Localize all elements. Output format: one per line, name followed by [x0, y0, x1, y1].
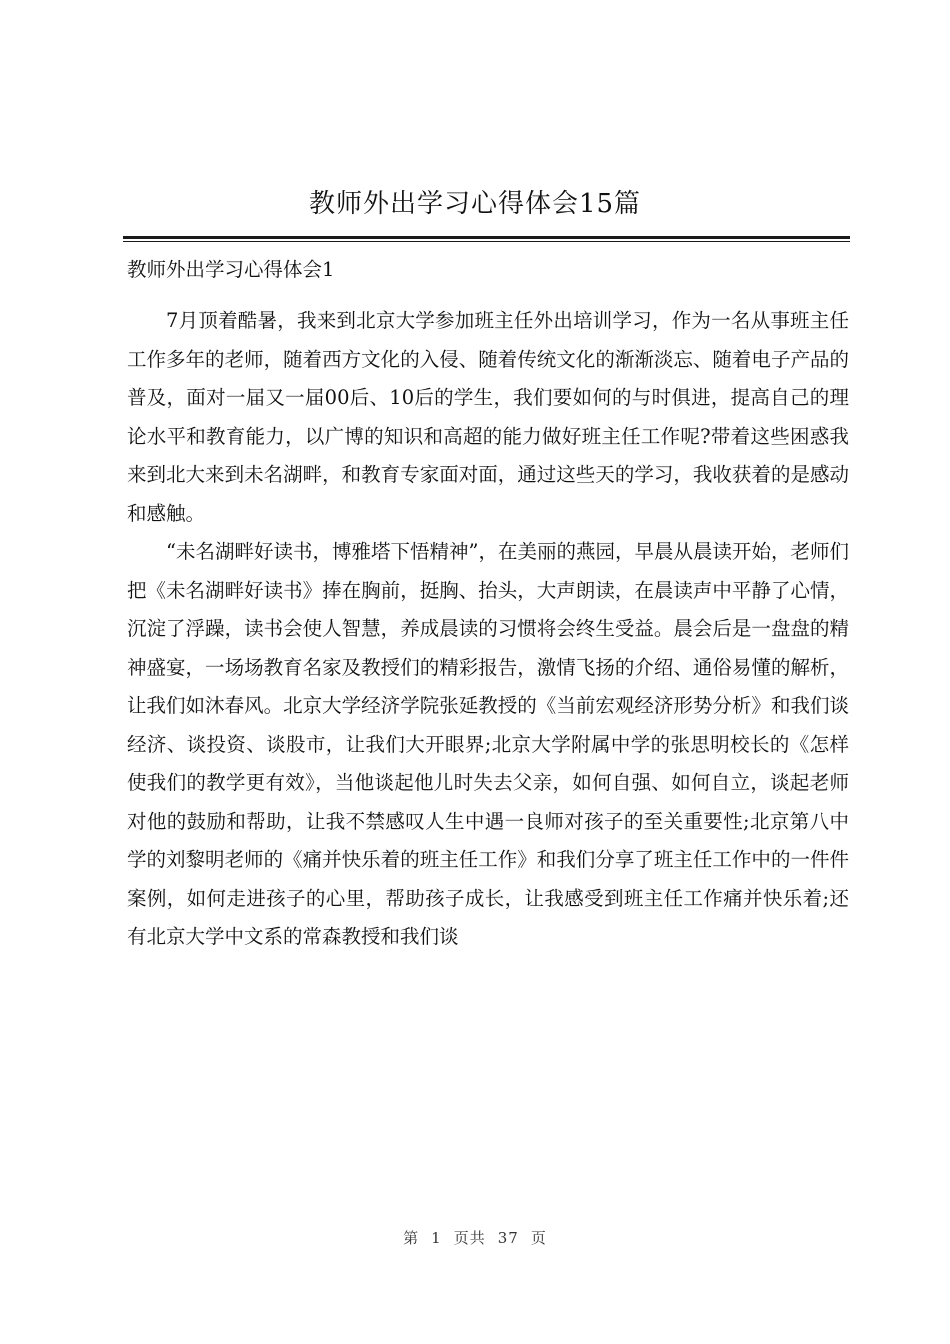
footer-suffix: 页: [530, 1229, 547, 1247]
footer-prefix: 第: [403, 1229, 420, 1247]
title-rule-thin: [123, 241, 850, 242]
body-text: [127, 302, 849, 957]
footer-current-page: 1: [431, 1229, 442, 1247]
paragraph-2: “未名湖畔好读书，博雅塔下悟精神”，在美丽的燕园，早晨从晨读开始，老师们把《未名湖畔好读书》捧在胸前，挺胸、抬头，大声朗读，在晨读声中平静了心情，沉淀了浮躁，读书会使人智慧，养成晨读的习惯将会终生受益。晨会后是一盘盘的精神盛宴，一场场教育名家及教授们的精彩报告，激情飞扬的介绍、通俗易懂的解析，让我们如沐春风。北京大学经济学院张延教授的《当前宏观经济形势分析》和我们谈经济、谈投资、谈股市，让我们大开眼界;北京大学附属中学的张思明校长的《怎样使我们的教学更有效》，当他谈起他儿时失去父亲，如何自强、如何自立，谈起老师对他的鼓励和帮助，让我不禁感叹人生中遇一良师对孩子的至关重要性;北京第八中学的刘黎明老师的《痛并快乐着的班主任工作》和我们分享了班主任工作中的一件件案例，如何走进孩子的心里，帮助孩子成长，让我感受到班主任工作痛并快乐着;还有北京大学中文系的常森教授和我们谈: [127, 540, 849, 948]
footer-middle: 页共: [453, 1229, 486, 1247]
title-rule-thick: [123, 236, 850, 239]
page-footer: [0, 1227, 950, 1248]
section-heading: 教师外出学习心得体会1: [127, 258, 335, 281]
footer-total-pages: 37: [497, 1229, 519, 1247]
document-title: 教师外出学习心得体会15篇: [308, 189, 642, 219]
paragraph-1: 7月顶着酷暑，我来到北京大学参加班主任外出培训学习，作为一名从事班主任工作多年的老师，随着西方文化的入侵、随着传统文化的渐渐淡忘、随着电子产品的普及，面对一届又一届00后、10后的学生，我们要如何的与时俱进，提高自己的理论水平和教育能力，以广博的知识和高超的能力做好班主任工作呢?带着这些困惑我来到北大来到未名湖畔，和教育专家面对面，通过这些天的学习，我收获着的是感动和感触。: [127, 309, 849, 525]
